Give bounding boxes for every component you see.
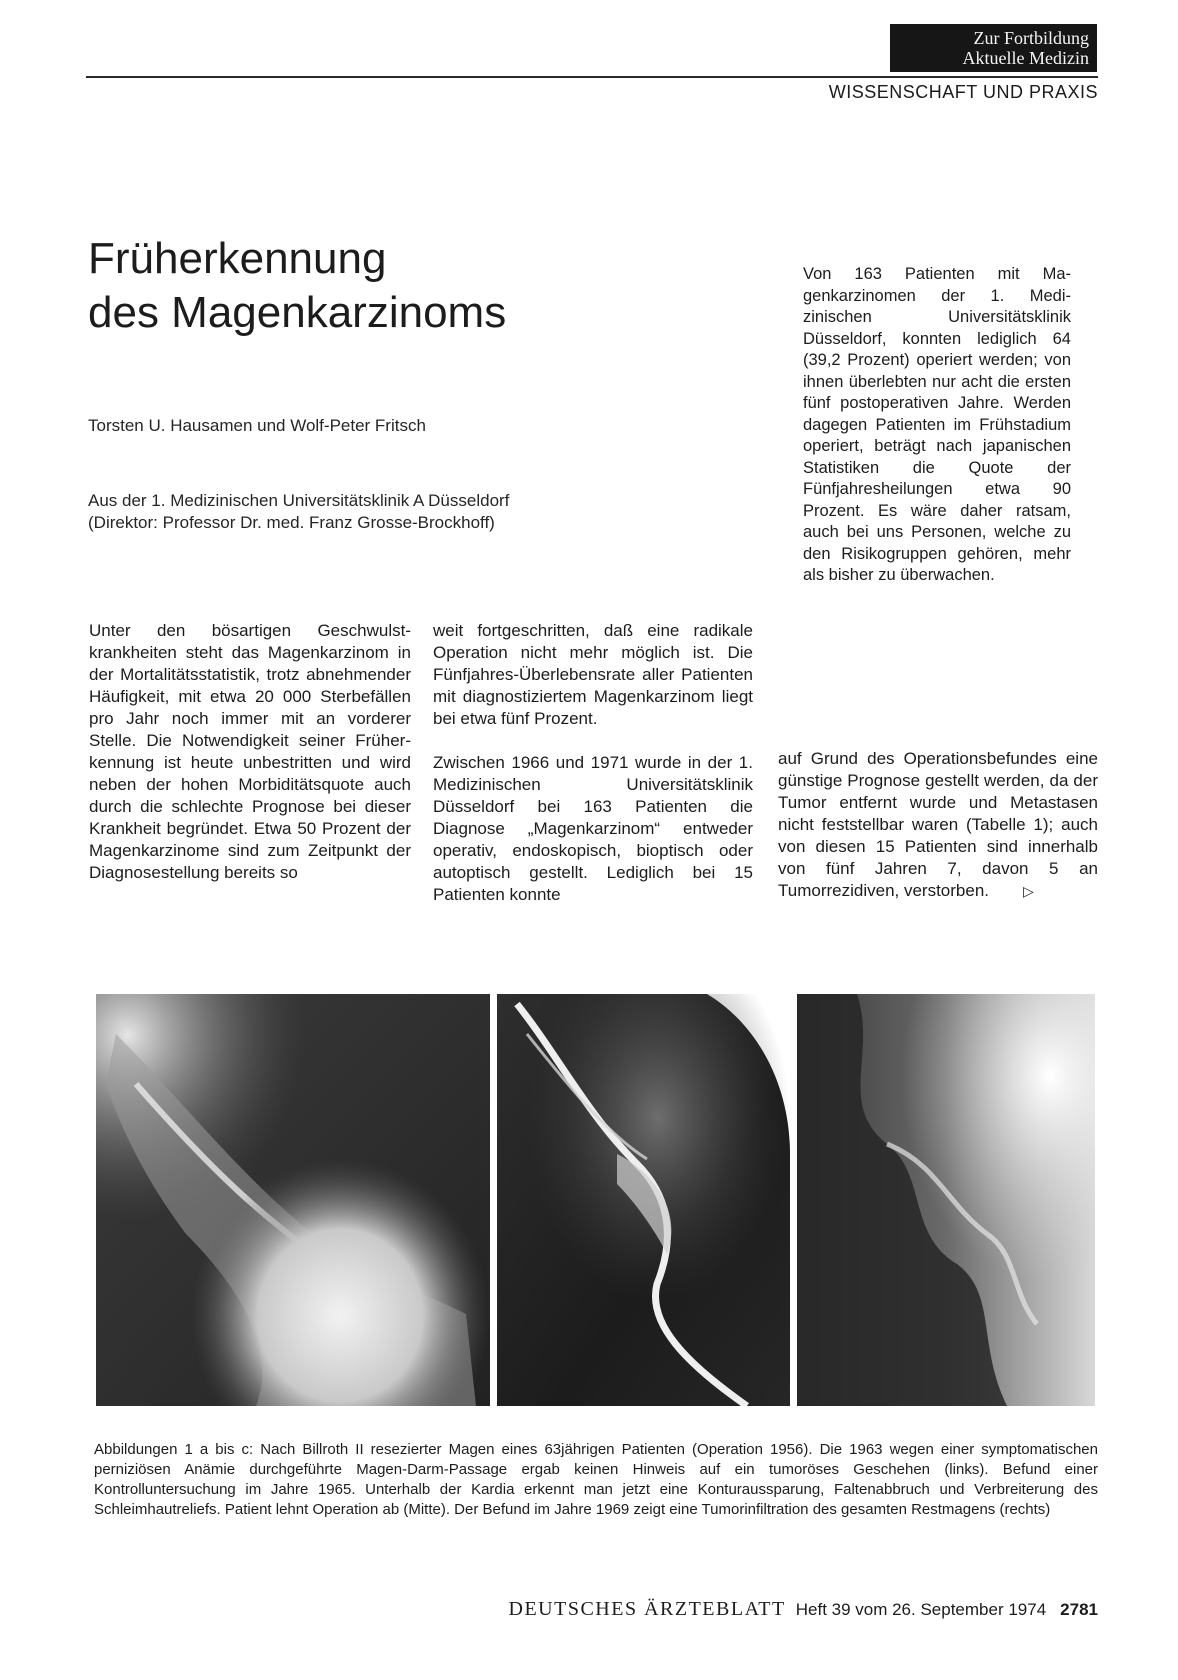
body-paragraph: Unter den bösartigen Geschwulstkrankheiten steht das Magenkarzinom in der Mortalitätsstatistik, trotz abnehmender Häufigkeit, mit etwa 20 000 Sterbefällen pro Jahr noch immer mit an vorderer Stelle. Die Notwendigkeit seiner Früherkennung ist heute unbestritten und wird neben der hohen Morbiditätsquote auch durch die schlechte Prognose bei dieser Krankheit begründet. Etwa 50 Prozent der Magenkarzinome sind zum Zeitpunkt der Diagnosestellung bereits so xyxy=(89,621,411,882)
intro-paragraph: Von 163 Patienten mit Magenkarzinomen der 1. Medizinischen Universitätsklinik Düsseldorf, konnten lediglich 64 (39,2 Prozent) operiert werden; von ihnen überlebten nur acht die ersten fünf postoperativen Jahre. Werden dagegen Patienten im Frühstadium operiert, beträgt nach japanischen Statistiken die Quote der Fünfjahresheilungen etwa 90 Prozent. Es wäre daher ratsam, auch bei uns Personen, welche zu den Risikogruppen gehören, mehr als bisher zu überwachen. xyxy=(803,265,1071,584)
continue-arrow-icon: ▷ xyxy=(1023,883,1034,899)
title-line-2: des Magenkarzinoms xyxy=(88,288,507,337)
xray-figure-middle xyxy=(497,994,790,1406)
header-rule xyxy=(86,76,1098,78)
xray-image-middle xyxy=(497,994,790,1406)
body-paragraph xyxy=(778,748,1098,902)
rubric-line-2: Aktuelle Medizin xyxy=(962,48,1089,68)
xray-image-right xyxy=(797,994,1095,1406)
body-paragraph: weit fortgeschritten, daß eine radikale Operation nicht mehr möglich ist. Die Fünfjahres-Überlebensrate aller Patienten mit diagnostiziertem Magenkarzinom liegt bei etwa fünf Prozent. xyxy=(433,621,753,728)
intro-column xyxy=(803,264,1071,587)
body-column-1 xyxy=(89,620,411,884)
authors: Torsten U. Hausamen und Wolf-Peter Fritsch xyxy=(88,416,426,435)
figure-caption: Abbildungen 1 a bis c: Nach Billroth II resezierter Magen eines 63jährigen Patienten (Operation 1956). Die 1963 wegen einer symptomatischen perniziösen Anämie durchgeführte Magen-Darm-Passage ergab keinen Hinweis auf ein tumoröses Geschehen (links). Befund einer Kontrolluntersuchung im Jahre 1965. Unterhalb der Kardia erkennt man jetzt eine Konturaussparung, Faltenabbruch und Verbreiterung des Schleimhautreliefs. Patient lehnt Operation ab (Mitte). Der Befund im Jahre 1969 zeigt eine Tumorinfiltration des gesamten Restmagens (rechts) xyxy=(94,1441,1098,1518)
journal-name: DEUTSCHES ÄRZTEBLATT xyxy=(508,1598,786,1620)
title-line-1: Früherkennung xyxy=(88,234,387,283)
issue-info: Heft 39 vom 26. September 1974 xyxy=(795,1600,1047,1619)
xray-image-left xyxy=(96,994,490,1406)
rubric-badge xyxy=(890,24,1097,72)
page-footer xyxy=(422,1598,1098,1621)
section-label: WISSENSCHAFT UND PRAXIS xyxy=(828,82,1098,102)
body-column-3 xyxy=(778,748,1098,902)
body-paragraph: Zwischen 1966 und 1971 wurde in der 1. Medizinischen Universitätsklinik Düsseldorf bei 163 Patienten die Diagnose „Magenkarzinom“ entweder operativ, endoskopisch, bioptisch oder autoptisch gestellt. Lediglich bei 15 Patienten konnte xyxy=(433,753,753,904)
article-title xyxy=(88,232,708,340)
body-column-2 xyxy=(433,620,753,906)
page-number: 2781 xyxy=(1060,1600,1098,1619)
xray-figure-left xyxy=(96,994,490,1406)
rubric-line-1: Zur Fortbildung xyxy=(973,28,1089,48)
affiliation-line-2: (Direktor: Professor Dr. med. Franz Grosse-Brockhoff) xyxy=(88,513,495,532)
body-paragraph-text: auf Grund des Operationsbefundes eine günstige Prognose gestellt werden, da der Tumor entfernt wurde und Metastasen nicht feststellbar waren (Tabelle 1); auch von diesen 15 Patienten sind innerhalb von fünf Jahren 7, davon 5 an Tumorrezidiven, verstorben. xyxy=(778,749,1098,900)
affiliation-line-1: Aus der 1. Medizinischen Universitätsklinik A Düsseldorf xyxy=(88,491,510,510)
xray-figure-right xyxy=(797,994,1095,1406)
affiliation xyxy=(88,490,509,534)
